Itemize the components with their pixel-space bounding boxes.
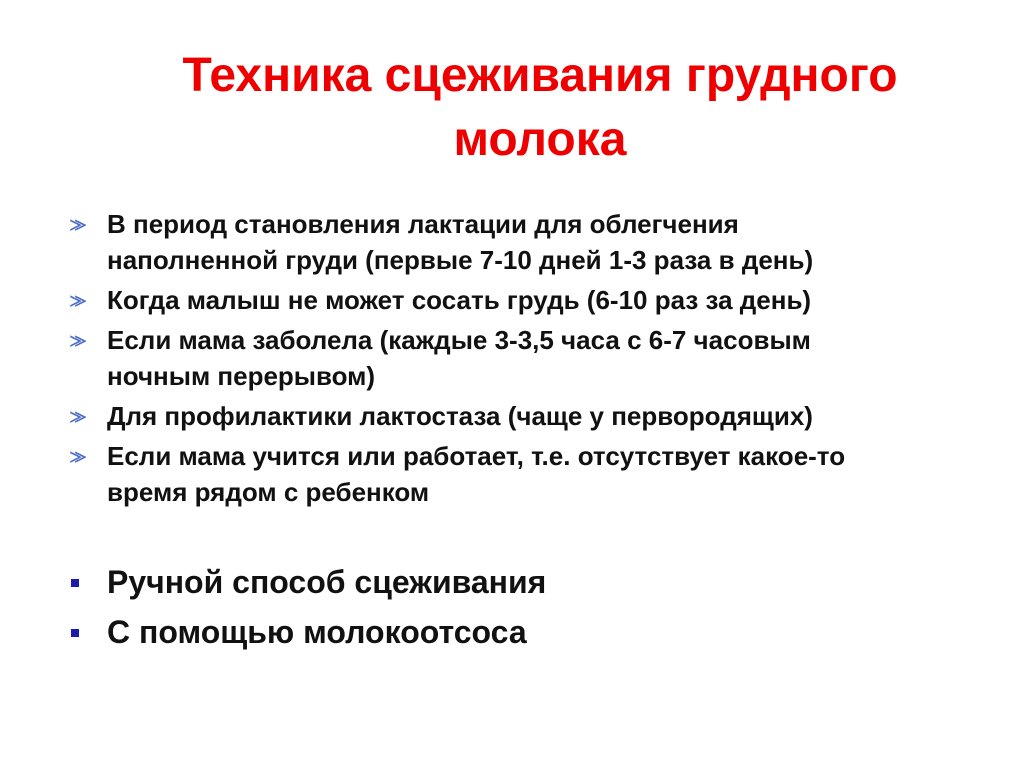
list-item: [70, 206, 990, 278]
slide-title: [60, 44, 1020, 172]
list-item: [70, 282, 990, 318]
list-item-label: Ручной способ сцеживания: [107, 564, 547, 600]
square-bullet-icon: [71, 629, 79, 637]
list-item: [70, 560, 990, 604]
list-item-line-1: Если мама заболела (каждые 3-3,5 часа с 6-7 часовым: [107, 325, 811, 355]
list-item: [70, 438, 990, 510]
list-item-line-1: Если мама учится или работает, т.е. отсутствует какое-то: [107, 441, 846, 471]
list-item: [70, 398, 990, 434]
list-item: [70, 610, 990, 654]
arrow-bullet-icon: ⨠: [70, 409, 87, 425]
list-item-line-2: время рядом с ребенком: [107, 477, 430, 507]
arrow-bullet-icon: ⨠: [70, 293, 87, 309]
list-item: [70, 322, 990, 394]
square-bullet-icon: [71, 579, 79, 587]
list-item-line-1: В период становления лактации для облегчения: [107, 209, 739, 239]
list-item-line-2: наполненной груди (первые 7-10 дней 1-3 раза в день): [107, 245, 814, 275]
conditions-list: [70, 206, 990, 514]
arrow-bullet-icon: ⨠: [70, 333, 87, 349]
list-item-label: С помощью молокоотсоса: [107, 614, 527, 650]
arrow-bullet-icon: ⨠: [70, 449, 87, 465]
list-item-line-1: Для профилактики лактостаза (чаще у первородящих): [107, 401, 813, 431]
list-item-line-1: Когда малыш не может сосать грудь (6-10 раз за день): [107, 285, 812, 315]
methods-list: [70, 560, 990, 660]
arrow-bullet-icon: ⨠: [70, 217, 87, 233]
title-line-1: Техника сцеживания грудного: [182, 49, 898, 102]
list-item-line-2: ночным перерывом): [107, 361, 376, 391]
title-line-2: молока: [453, 113, 627, 166]
